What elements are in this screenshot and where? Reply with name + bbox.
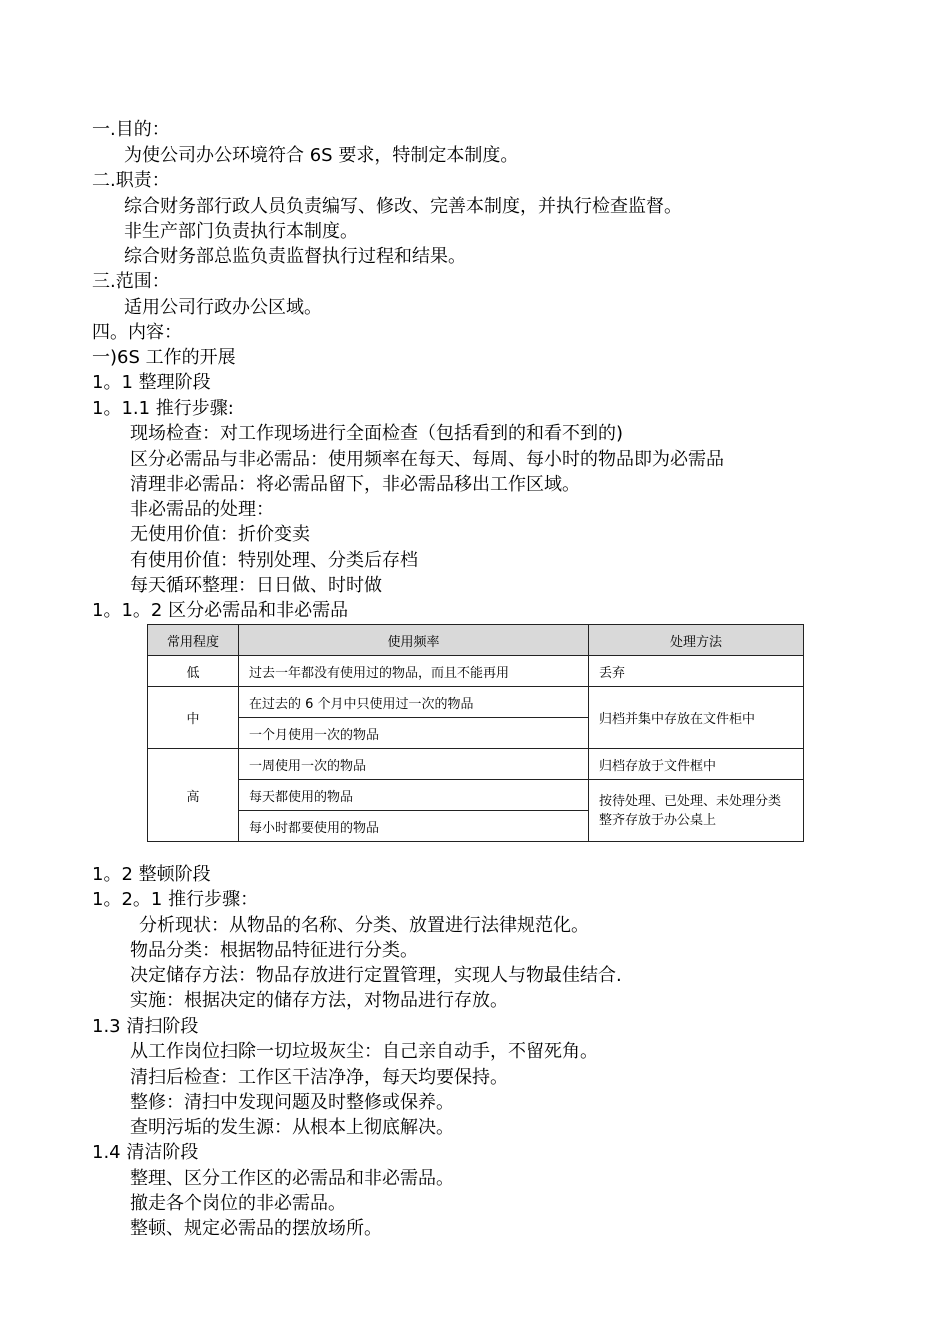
header-usage-frequency: 使用频率 <box>239 625 589 656</box>
method-cell: 归档存放于文件框中 <box>589 749 804 780</box>
level-cell: 高 <box>148 749 239 842</box>
header-handling-method: 处理方法 <box>589 625 804 656</box>
body-line: 清理非必需品：将必需品留下，非必需品移出工作区域。 <box>130 474 580 495</box>
frequency-cell: 一个月使用一次的物品 <box>239 718 589 749</box>
body-line: 非必需品的处理： <box>130 499 274 520</box>
body-line: 现场检查：对工作现场进行全面检查（包括看到的和看不到的) <box>130 423 624 444</box>
body-line: 实施：根据决定的储存方法，对物品进行存放。 <box>130 990 508 1011</box>
body-line: 每天循环整理：日日做、时时做 <box>130 575 382 596</box>
body-line: 为使公司办公环境符合 6S 要求，特制定本制度。 <box>124 145 519 166</box>
subsection-heading: 1.4 清洁阶段 <box>92 1142 199 1163</box>
frequency-cell: 每天都使用的物品 <box>239 780 589 811</box>
table-row <box>148 780 804 811</box>
subsection-heading: 1。1.1 推行步骤: <box>92 398 234 419</box>
body-line: 查明污垢的发生源：从根本上彻底解决。 <box>130 1117 454 1138</box>
subsection-heading: 1.3 清扫阶段 <box>92 1016 199 1037</box>
body-line: 适用公司行政办公区域。 <box>124 297 322 318</box>
body-line: 物品分类：根据物品特征进行分类。 <box>130 940 418 961</box>
section-heading: 一.目的： <box>92 119 170 140</box>
level-cell: 中 <box>148 687 239 749</box>
frequency-cell: 过去一年都没有使用过的物品，而且不能再用 <box>239 656 589 687</box>
table-row <box>148 656 804 687</box>
section-heading: 二.职责： <box>92 170 170 191</box>
header-usage-level: 常用程度 <box>148 625 239 656</box>
table-row <box>148 687 804 718</box>
body-line: 无使用价值：折价变卖 <box>130 524 310 545</box>
method-cell: 归档并集中存放在文件柜中 <box>589 687 804 749</box>
body-line: 整修：清扫中发现问题及时整修或保养。 <box>130 1092 454 1113</box>
section-heading: 三.范围： <box>92 271 170 292</box>
subsection-heading: 1。1 整理阶段 <box>92 372 211 393</box>
method-cell: 丢弃 <box>589 656 804 687</box>
frequency-cell: 在过去的 6 个月中只使用过一次的物品 <box>239 687 589 718</box>
body-line: 综合财务部总监负责监督执行过程和结果。 <box>124 246 466 267</box>
subsection-heading: 1。2。1 推行步骤： <box>92 889 259 910</box>
body-line: 非生产部门负责执行本制度。 <box>124 221 358 242</box>
table-row <box>148 749 804 780</box>
table-header-row <box>148 625 804 656</box>
body-line: 撤走各个岗位的非必需品。 <box>130 1193 346 1214</box>
subsection-heading: 1。1。2 区分必需品和非必需品 <box>92 600 349 621</box>
body-line: 从工作岗位扫除一切垃圾灰尘：自己亲自动手，不留死角。 <box>130 1041 598 1062</box>
level-cell: 低 <box>148 656 239 687</box>
body-line: 清扫后检查：工作区干洁净净，每天均要保持。 <box>130 1067 508 1088</box>
body-line: 分析现状：从物品的名称、分类、放置进行法律规范化。 <box>139 915 589 936</box>
body-line: 综合财务部行政人员负责编写、修改、完善本制度，并执行检查监督。 <box>124 196 682 217</box>
frequency-cell: 每小时都要使用的物品 <box>239 811 589 842</box>
subsection-heading: 一)6S 工作的开展 <box>92 347 236 368</box>
method-cell: 按待处理、已处理、未处理分类整齐存放于办公桌上 <box>589 780 804 842</box>
frequency-cell: 一周使用一次的物品 <box>239 749 589 780</box>
body-line: 决定储存方法：物品存放进行定置管理，实现人与物最佳结合. <box>130 965 622 986</box>
subsection-heading: 1。2 整顿阶段 <box>92 864 211 885</box>
section-heading: 四。内容： <box>92 322 182 343</box>
body-line: 整顿、规定必需品的摆放场所。 <box>130 1218 382 1239</box>
body-line: 整理、区分工作区的必需品和非必需品。 <box>130 1168 454 1189</box>
usage-frequency-table <box>147 624 804 842</box>
body-line: 有使用价值：特别处理、分类后存档 <box>130 550 418 571</box>
body-line: 区分必需品与非必需品：使用频率在每天、每周、每小时的物品即为必需品 <box>130 449 724 470</box>
